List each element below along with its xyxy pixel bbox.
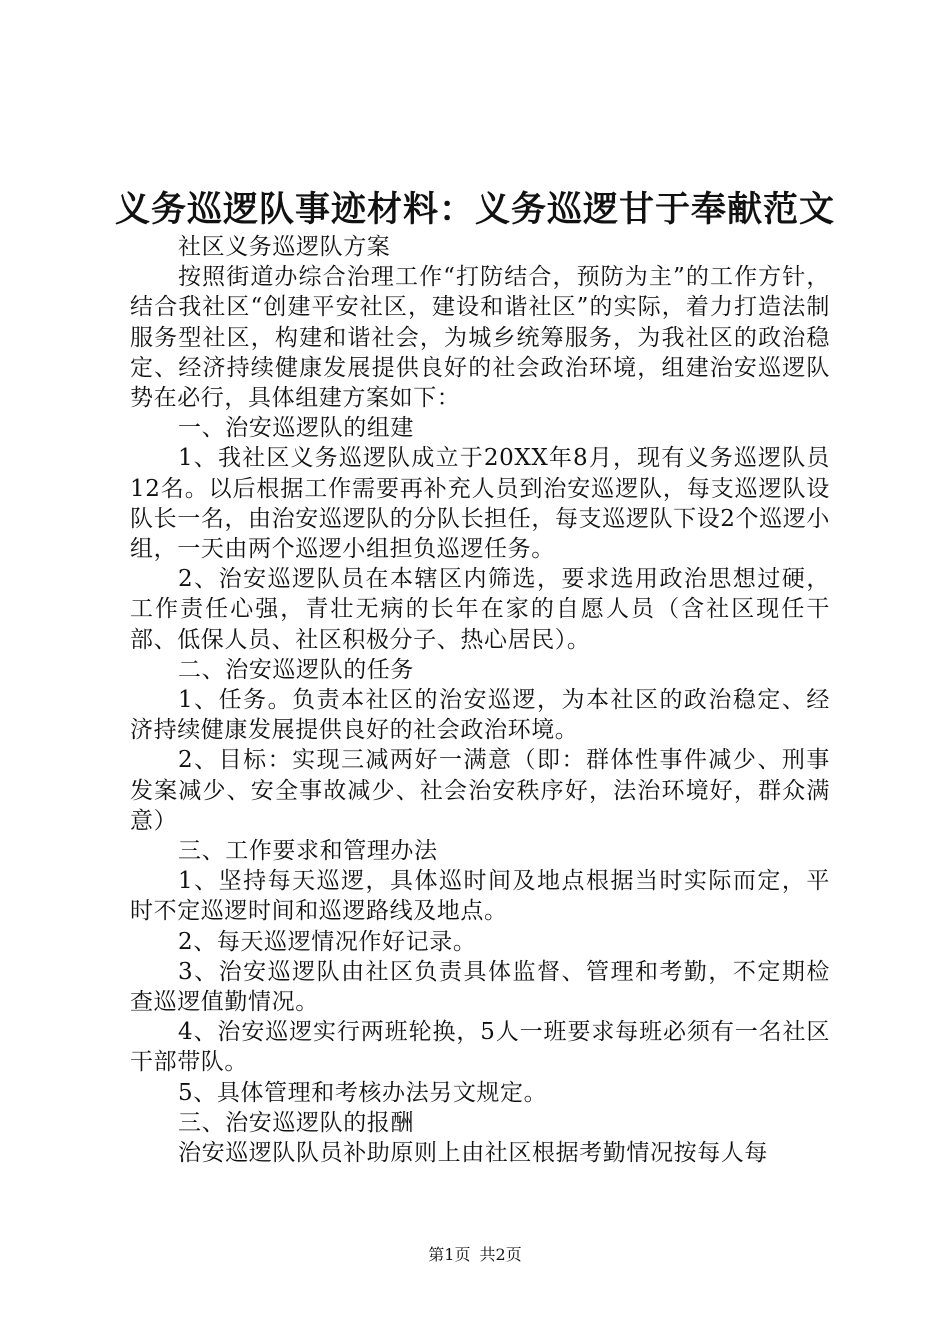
section-heading: 三、治安巡逻队的报酬 [178,1109,414,1136]
paragraph: 1、坚持每天巡逻，具体巡时间及地点根据当时实际而定，平时不定巡逻时间和巡逻路线及地点。 [130,868,830,925]
page-footer [0,1244,950,1266]
paragraph: 1、任务。负责本社区的治安巡逻，为本社区的政治稳定、经济持续健康发展提供良好的社会政治环境。 [130,687,830,744]
document-body [130,232,830,1168]
paragraph: 社区义务巡逻队方案 [178,234,391,260]
paragraph: 3、治安巡逻队由社区负责具体监督、管理和考勤，不定期检查巡逻值勤情况。 [130,958,830,1016]
paragraph: 2、每天巡逻情况作好记录。 [178,928,477,955]
paragraph: 治安巡逻队队员补助原则上由社区根据考勤情况按每人每 [178,1140,768,1167]
paragraph: 4、治安巡逻实行两班轮换，5人一班要求每班必须有一名社区干部带队。 [130,1019,830,1076]
section-heading: 三、工作要求和管理办法 [178,838,438,865]
paragraph: 按照街道办综合治理工作“打防结合，预防为主”的工作方针，结合我社区“创建平安社区，建设和谐社区”的实际，着力打造法制服务型社区，构建和谐社会，为城乡统筹服务，为我社区的政治稳定、经济持续健康发展提供良好的社会政治环境，组建治安巡逻队势在必行，具体组建方案如下： [130,264,830,412]
paragraph: 1、我社区义务巡逻队成立于20XX年8月，现有义务巡逻队员12名。以后根据工作需要再补充人员到治安巡逻队，每支巡逻队设队长一名，由治安巡逻队的分队长担任，每支巡逻队下设2个巡逻小组，一天由两个巡逻小组担负巡逻任务。 [130,445,830,563]
document-title: 义务巡逻队事迹材料：义务巡逻甘于奉献范文 [114,189,835,230]
paragraph: 2、目标：实现三减两好一满意（即：群体性事件减少、刑事发案减少、安全事故减少、社会治安秩序好，法治环境好，群众满意） [130,747,830,834]
section-heading: 二、治安巡逻队的任务 [178,656,414,683]
page-total: 共2页 [479,1245,522,1264]
paragraph: 2、治安巡逻队员在本辖区内筛选，要求选用政治思想过硬，工作责任心强，青壮无病的长年在家的自愿人员（含社区现任干部、低保人员、社区积极分子、热心居民）。 [130,566,830,653]
section-heading: 一、治安巡逻队的组建 [178,415,414,442]
page-number: 第1页 [428,1245,471,1264]
paragraph: 5、具体管理和考核办法另文规定。 [178,1079,548,1106]
